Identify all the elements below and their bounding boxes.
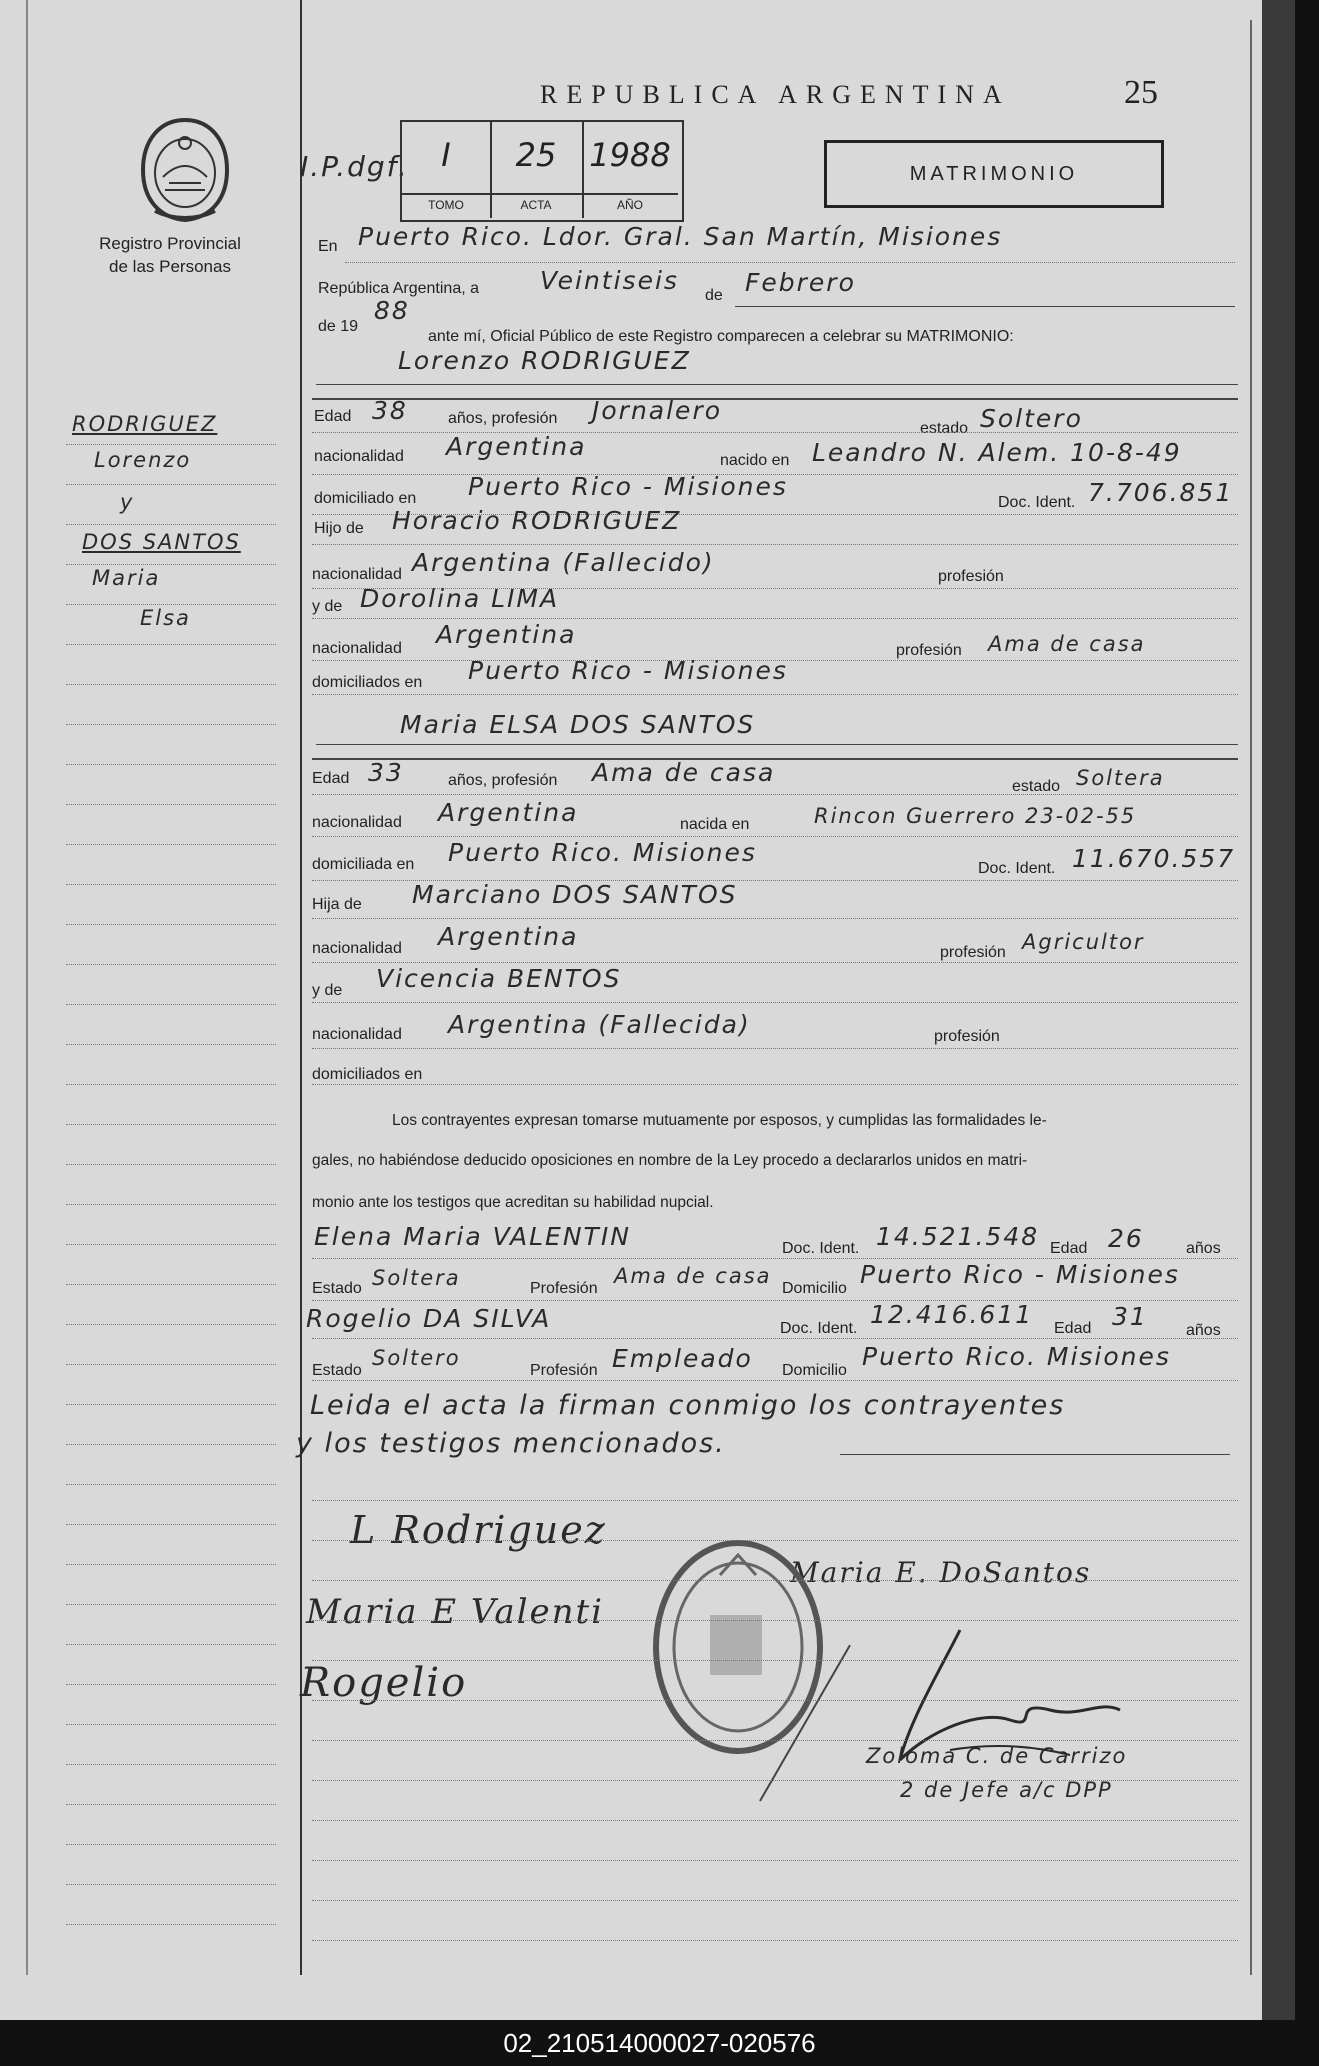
margin-rule [66,1924,276,1925]
officer-name: Zoloma C. de Carrizo [866,1744,1128,1768]
margin-rule [66,484,276,485]
groom-father-nac: Argentina (Fallecido) [412,548,715,577]
witness1-estado-label: Estado [312,1280,362,1297]
groom-parents-dom: Puerto Rico - Misiones [468,656,788,685]
bride-profesion-label: años, profesión [448,772,558,789]
groom-edad: 38 [372,396,408,425]
officer-note: 2 de Jefe a/c DPP [900,1778,1113,1802]
signature-rule [312,1740,1238,1741]
groom-heading-line [316,384,1238,385]
bride-estado-label: estado [1012,778,1061,795]
margin-rule [66,564,276,565]
witness2-estado: Soltero [372,1346,461,1370]
act-box [400,120,684,222]
bride-doc: 11.670.557 [1072,844,1236,873]
witness2-edad: 31 [1112,1302,1148,1331]
witness2-dom-label: Domicilio [782,1362,847,1379]
signature-rule [312,1660,1238,1661]
bride-line-1 [312,794,1238,795]
header-title: REPUBLICA ARGENTINA [540,80,1011,109]
witness2-signature: Rogelio [300,1660,468,1706]
groom-mother-prof: Ama de casa [988,632,1146,656]
margin-middle-bride: Elsa [140,606,191,630]
witness2-doc-label: Doc. Ident. [780,1320,858,1337]
bride-domicilio: Puerto Rico. Misiones [448,838,757,867]
witness2-edad-label: Edad [1054,1320,1092,1337]
groom-profesion: Jornalero [592,396,723,425]
bride-line-2 [312,836,1238,837]
margin-name-groom: Lorenzo [94,448,192,472]
margin-rule [66,1084,276,1085]
republica-label: República Argentina, a [318,280,479,297]
witness1-prof: Ama de casa [614,1264,772,1288]
witness1-name: Elena Maria VALENTIN [314,1222,631,1251]
margin-surname-groom: RODRIGUEZ [72,412,218,436]
margin-rule [66,884,276,885]
bride-father-nac: Argentina [438,922,579,951]
bride-father-nac-label: nacionalidad [312,940,402,957]
groom-edad-label: Edad [314,408,352,425]
closing-line-1: Leida el acta la firman conmigo los contrayentes [310,1390,1066,1421]
signature-rule [312,1820,1238,1821]
margin-rule [66,1724,276,1725]
groom-nacionalidad: Argentina [446,432,587,461]
margin-rule [66,1284,276,1285]
witness1-dom-label: Domicilio [782,1280,847,1297]
bride-father-prof: Agricultor [1022,930,1145,954]
witness1-edad-label: Edad [1050,1240,1088,1257]
margin-rule [66,1604,276,1605]
groom-domicilio: Puerto Rico - Misiones [468,472,788,501]
groom-profesion-label: años, profesión [448,410,558,427]
witness1-line-1 [312,1258,1238,1259]
bride-nac-label: nacionalidad [312,814,402,831]
signature-rule [312,1900,1238,1901]
bride-doc-label: Doc. Ident. [978,860,1056,877]
margin-rule [66,1804,276,1805]
witness1-edad: 26 [1108,1224,1144,1253]
bride-nacida: Rincon Guerrero 23-02-55 [814,804,1137,828]
bride-nacionalidad: Argentina [438,798,579,827]
margin-rule [66,1524,276,1525]
groom-nacido-label: nacido en [720,452,790,469]
margin-rule [66,604,276,605]
bride-line-4 [312,918,1238,919]
bride-profesion: Ama de casa [592,758,776,787]
margin-rule [66,1244,276,1245]
margin-name-bride: Maria [92,566,161,590]
groom-nacido: Leandro N. Alem. 10-8-49 [812,438,1182,467]
bride-dom-label: domiciliada en [312,856,415,873]
groom-dom-label: domiciliado en [314,490,417,507]
ano-value: 1988 [589,136,671,174]
left-margin-line [26,0,28,1975]
groom-line-6 [312,618,1238,619]
bride-heading-line [316,744,1238,745]
groom-yde-label: y de [312,598,343,615]
groom-hijo-label: Hijo de [314,520,364,537]
margin-rule [66,724,276,725]
witness1-signature: Maria E Valenti [306,1592,605,1632]
declaration-line-1: Los contrayentes expresan tomarse mutuamente por esposos, y cumplidas las formalidades le- [392,1112,1047,1129]
place-line [345,262,1235,263]
margin-rule [66,1164,276,1165]
margin-rule [66,1844,276,1845]
groom-doc: 7.706.851 [1088,478,1234,507]
witness2-estado-label: Estado [312,1362,362,1379]
marriage-place: Puerto Rico. Ldor. Gral. San Martín, Misiones [358,222,1003,251]
witness1-anos-label: años [1186,1240,1221,1257]
tomo-cell [402,122,492,218]
bride-hija-label: Hija de [312,896,362,913]
acta-label: ACTA [490,193,582,218]
witness2-prof-label: Profesión [530,1362,598,1379]
margin-rule [66,1684,276,1685]
margin-rule [66,1044,276,1045]
marriage-day: Veintiseis [540,266,679,295]
signature-rule [312,1860,1238,1861]
bride-line-5 [312,962,1238,963]
ano-label: AÑO [582,193,678,218]
witness1-estado: Soltera [372,1266,461,1290]
groom-mother-nac: Argentina [436,620,577,649]
groom-father: Horacio RODRIGUEZ [392,506,682,535]
signature-rule [312,1580,1238,1581]
acta-cell [490,122,584,218]
registry-name [60,232,280,278]
bride-mother-prof-label: profesión [934,1028,1000,1045]
en-label: En [318,238,338,255]
margin-rule [66,684,276,685]
margin-rule [66,1444,276,1445]
margin-rule [66,964,276,965]
groom-signature: L Rodriguez [350,1508,607,1552]
witness1-line-2 [312,1300,1238,1301]
margin-rule [66,1324,276,1325]
margin-annotation: I.P.dgf. [300,150,409,183]
witness2-prof: Empleado [612,1344,753,1373]
bride-signature: Maria E. DoSantos [790,1556,1092,1589]
right-margin-line [1250,20,1252,1975]
section-divider-1 [312,398,1238,400]
margin-rule [66,764,276,765]
declaration-line-2: gales, no habiéndose deducido oposiciones en nombre de la Ley procedo a declararlos unidos en matri- [312,1152,1028,1169]
bride-father: Marciano DOS SANTOS [412,880,738,909]
witness2-name: Rogelio DA SILVA [306,1304,552,1333]
tomo-value: I [441,136,451,174]
witness2-doc: 12.416.611 [870,1300,1034,1329]
signature-rule [312,1940,1238,1941]
margin-conjunction: y [120,490,135,514]
bride-line-8 [312,1084,1238,1085]
witness1-doc-label: Doc. Ident. [782,1240,860,1257]
margin-rule [66,524,276,525]
closing-line-end [840,1454,1230,1455]
bride-mother: Vicencia BENTOS [376,964,622,993]
acta-value: 25 [515,136,557,174]
page-number: 25 [1124,74,1158,111]
bride-heading: Maria ELSA DOS SANTOS [400,710,756,739]
bride-line-7 [312,1048,1238,1049]
de-label: de [705,287,723,304]
groom-mother-prof-label: profesión [896,642,962,659]
bride-parents-dom-label: domiciliados en [312,1066,423,1083]
margin-rule [66,844,276,845]
bride-nacida-label: nacida en [680,816,750,833]
groom-line-8 [312,694,1238,695]
witness2-dom: Puerto Rico. Misiones [862,1342,1171,1371]
intro-sentence: ante mí, Oficial Público de este Registro comparecen a celebrar su MATRIMONIO: [428,328,1014,345]
margin-rule [66,1124,276,1125]
year-suffix: 88 [374,296,410,325]
witness1-dom: Puerto Rico - Misiones [860,1260,1180,1289]
registry-line-1: Registro Provincial [99,234,241,253]
year-prefix: de 19 [318,318,359,335]
province-seal-icon [135,115,235,225]
margin-rule [66,1564,276,1565]
bride-edad-label: Edad [312,770,350,787]
groom-heading: Lorenzo RODRIGUEZ [398,346,691,375]
bride-mother-nac-label: nacionalidad [312,1026,402,1043]
ano-cell [582,122,678,218]
margin-rule [66,804,276,805]
margin-rule [66,1204,276,1205]
witness1-doc: 14.521.548 [876,1222,1040,1251]
groom-mother-nac-label: nacionalidad [312,640,402,657]
tomo-label: TOMO [402,193,490,218]
closing-line-2: y los testigos mencionados. [296,1428,726,1459]
groom-mother: Dorolina LIMA [360,584,560,613]
witness2-anos-label: años [1186,1322,1221,1339]
marriage-month: Febrero [745,268,856,297]
margin-surname-bride: DOS SANTOS [82,530,241,554]
margin-rule [66,1764,276,1765]
groom-nac-label: nacionalidad [314,448,404,465]
bride-yde-label: y de [312,982,343,999]
margin-rule [66,644,276,645]
background-edge [1295,0,1319,2020]
margin-rule [66,1364,276,1365]
signature-rule [312,1780,1238,1781]
margin-rule [66,1884,276,1885]
record-type: MATRIMONIO [824,140,1164,208]
signature-rule [312,1540,1238,1541]
groom-estado: Soltero [980,404,1083,433]
declaration-line-3: monio ante los testigos que acreditan su habilidad nupcial. [312,1194,714,1211]
groom-estado-label: estado [920,420,969,437]
registry-line-2: de las Personas [109,257,231,276]
margin-rule [66,444,276,445]
witness2-line-2 [312,1380,1238,1381]
groom-parents-dom-label: domiciliados en [312,674,423,691]
signature-rule [312,1500,1238,1501]
margin-rule [66,1644,276,1645]
margin-rule [66,1404,276,1405]
witness2-line-1 [312,1338,1238,1339]
groom-father-prof-label: profesión [938,568,1004,585]
margin-rule [66,1004,276,1005]
signature-rule [312,1700,1238,1701]
bride-line-6 [312,1002,1238,1003]
margin-rule [66,924,276,925]
bride-mother-nac: Argentina (Fallecida) [448,1010,751,1039]
groom-line-4 [312,544,1238,545]
month-line [735,306,1235,307]
bride-edad: 33 [368,758,404,787]
margin-rule [66,1484,276,1485]
signature-rule [312,1620,1238,1621]
groom-father-nac-label: nacionalidad [312,566,402,583]
witness1-prof-label: Profesión [530,1280,598,1297]
bride-estado: Soltera [1076,766,1165,790]
groom-doc-label: Doc. Ident. [998,494,1076,511]
bride-father-prof-label: profesión [940,944,1006,961]
file-id: 02_210514000027-020576 [0,2020,1319,2066]
